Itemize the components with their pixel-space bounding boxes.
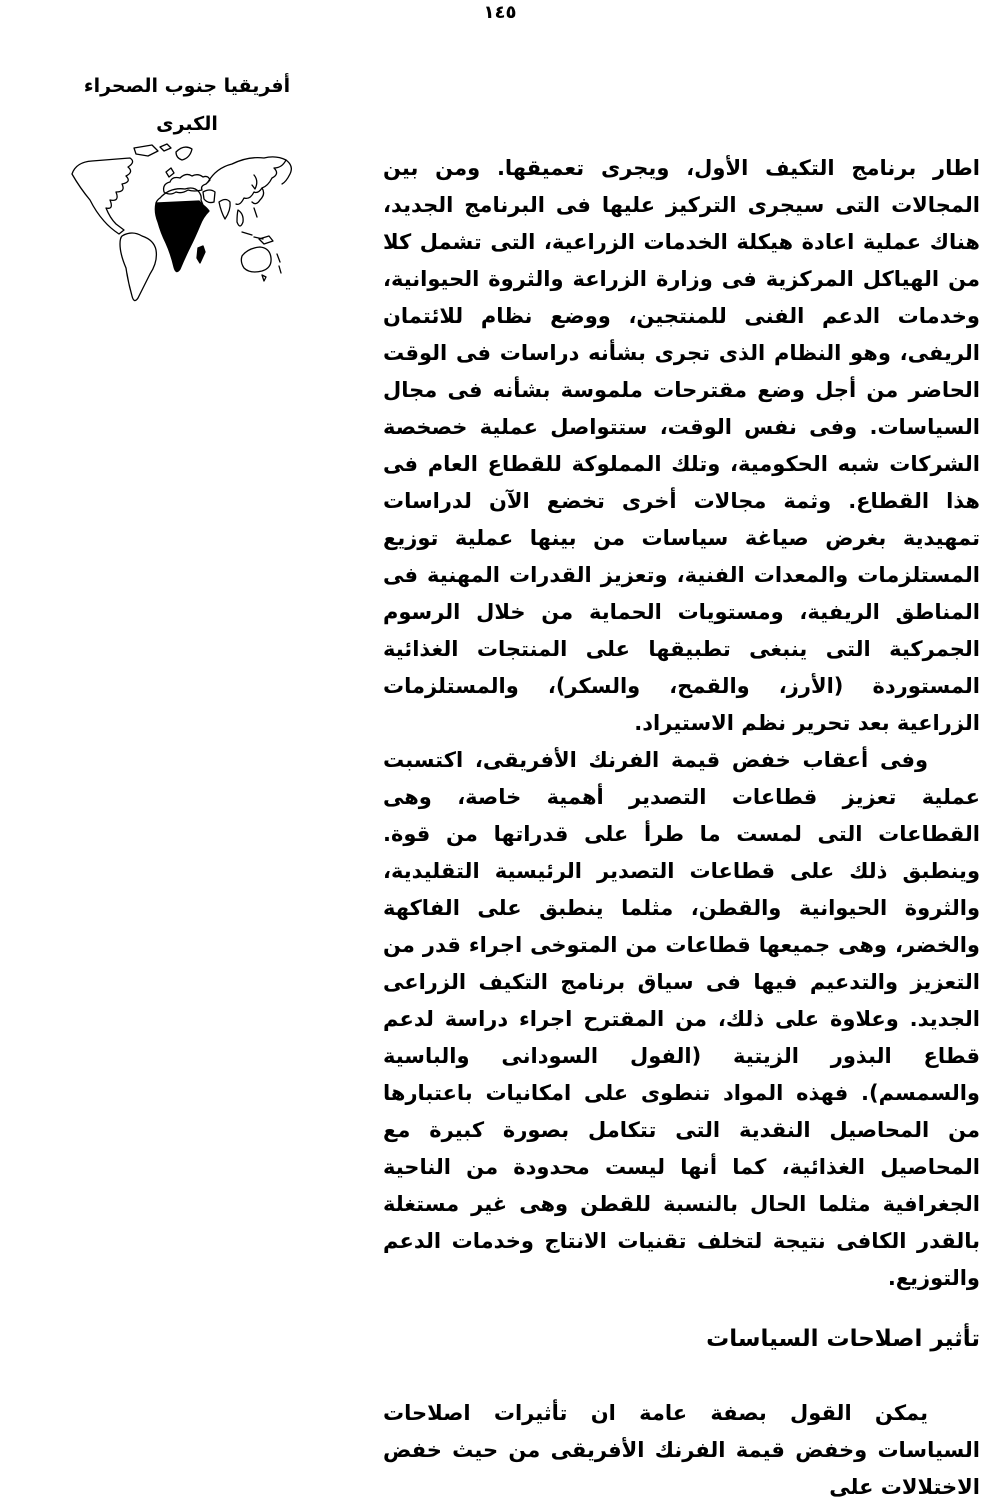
page-number: ١٤٥ <box>483 2 517 23</box>
paragraph-1: اطار برنامج التكيف الأول، ويجرى تعميقها. ومن بين المجالات التى سيجرى التركيز عليها فى البرنامج الجديد، هناك عملية اعادة هيكلة الخدمات الزراعية، التى تشمل كلا من الهياكل المركزية فى وزارة الزراعة والثروة الحيوانية، وخدمات الدعم الفنى للمنتجين، ووضع نظام للائتمان الريفى، وهو النظام الذى تجرى بشأنه دراسات فى الوقت الحاضر من أجل وضع مقترحات ملموسة بشأنه فى مجال السياسات. وفى نفس الوقت، ستتواصل عملية خصخصة الشركات شبه الحكومية، وتلك المملوكة للقطاع العام فى هذا القطاع. وثمة مجالات أخرى تخضع الآن لدراسات تمهيدية بغرض صياغة سياسات من بينها عملية توزيع المستلزمات والمعدات الفنية، وتعزيز القدرات المهنية فى المناطق الريفية، ومستويات الحماية من خلال الرسوم الجمركية التى ينبغى تطبيقها على المنتجات الغذائية المستوردة (الأرز، والقمح، والسكر)، والمستلزمات الزراعية بعد تحرير نظم الاستيراد. <box>383 156 980 735</box>
region-label-line2: الكبرى <box>156 113 218 135</box>
region-label <box>58 74 316 136</box>
body-text <box>383 150 980 1506</box>
paragraph-2: وفى أعقاب خفض قيمة الفرنك الأفريقى، اكتسبت عملية تعزيز قطاعات التصدير أهمية خاصة، وهى القطاعات التى لمست ما طرأ على قدراتها من قوة. وينطبق ذلك على قطاعات التصدير الرئيسية التقليدية، والثروة الحيوانية والقطن، مثلما ينطبق على الفاكهة والخضر، وهى جميعها قطاعات من المتوخى اجراء قدر من التعزيز والتدعيم فيها فى سياق برنامج التكيف الزراعى الجديد. وعلاوة على ذلك، من المقترح اجراء دراسة لدعم قطاع البذور الزيتية (الفول السودانى والباسية والسمسم). فهذه المواد تنطوى على امكانيات باعتبارها من المحاصيل النقدية التى تتكامل بصورة كبيرة مع المحاصيل الغذائية، كما أنها ليست محدودة من الناحية الجغرافية مثلما الحال بالنسبة للقطن وهى غير مستغلة بالقدر الكافى نتيجة لتخلف تقنيات الانتاج وخدمات الدعم والتوزيع. <box>383 748 980 1290</box>
paragraph-3: يمكن القول بصفة عامة ان تأثيرات اصلاحات السياسات وخفض قيمة الفرنك الأفريقى من حيث خفض الاختلالات على <box>383 1401 980 1499</box>
section-heading: تأثير اصلاحات السياسات <box>706 1326 980 1352</box>
region-label-line1: أفريقيا جنوب الصحراء <box>83 75 291 97</box>
world-map-sub-saharan-africa-icon <box>58 142 316 320</box>
